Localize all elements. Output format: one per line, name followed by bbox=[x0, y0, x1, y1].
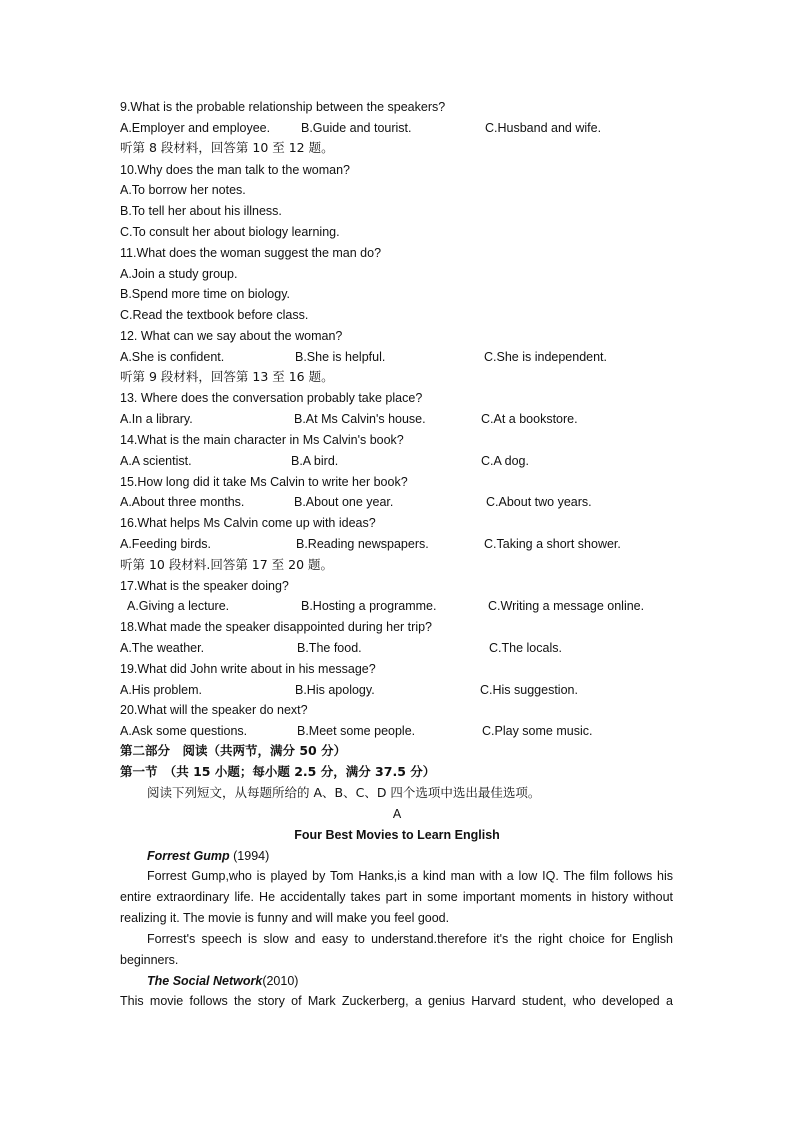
q12-option-a: A.She is confident. bbox=[120, 350, 225, 364]
movie-2-year: (2010) bbox=[262, 974, 299, 988]
passage-title: Four Best Movies to Learn English bbox=[294, 828, 500, 842]
q18-option-a: A.The weather. bbox=[120, 641, 205, 655]
q13-option-b: B.At Ms Calvin's house. bbox=[294, 412, 426, 426]
q16-option-b: B.Reading newspapers. bbox=[296, 537, 429, 551]
q9-option-b: B.Guide and tourist. bbox=[301, 121, 412, 135]
question-13: 13. Where does the conversation probably take place? bbox=[120, 391, 423, 405]
q11-option-b: B.Spend more time on biology. bbox=[120, 287, 291, 301]
q14-option-c: C.A dog. bbox=[481, 454, 529, 468]
q10-option-c: C.To consult her about biology learning. bbox=[120, 225, 340, 239]
passage-letter: A bbox=[392, 807, 402, 821]
q13-option-c: C.At a bookstore. bbox=[481, 412, 578, 426]
movie-1-heading bbox=[147, 848, 269, 864]
q12-option-b: B.She is helpful. bbox=[295, 350, 386, 364]
instruction-section-8: 听第 8 段材料，回答第 10 至 12 题。 bbox=[120, 140, 334, 155]
q15-option-a: A.About three months. bbox=[120, 495, 245, 509]
question-10: 10.Why does the man talk to the woman? bbox=[120, 163, 350, 177]
instruction-section-9: 听第 9 段材料，回答第 13 至 16 题。 bbox=[120, 369, 334, 384]
q17-option-c: C.Writing a message online. bbox=[488, 599, 645, 613]
q12-option-c: C.She is independent. bbox=[484, 350, 608, 364]
q14-option-b: B.A bird. bbox=[291, 454, 339, 468]
q20-option-a: A.Ask some questions. bbox=[120, 724, 248, 738]
q11-option-c: C.Read the textbook before class. bbox=[120, 308, 309, 322]
movie-2-heading bbox=[147, 973, 298, 989]
q9-option-c: C.Husband and wife. bbox=[485, 121, 602, 135]
instruction-section-10: 听第 10 段材料.回答第 17 至 20 题。 bbox=[120, 557, 334, 572]
question-15: 15.How long did it take Ms Calvin to write her book? bbox=[120, 475, 408, 489]
q11-option-a: A.Join a study group. bbox=[120, 267, 238, 281]
q16-option-a: A.Feeding birds. bbox=[120, 537, 212, 551]
q15-option-c: C.About two years. bbox=[486, 495, 592, 509]
q13-option-a: A.In a library. bbox=[120, 412, 193, 426]
question-16: 16.What helps Ms Calvin come up with ideas? bbox=[120, 516, 376, 530]
question-20: 20.What will the speaker do next? bbox=[120, 703, 308, 717]
movie-1-title: Forrest Gump bbox=[147, 849, 230, 863]
section-1-heading: 第一节 （共 15 小题；每小题 2.5 分，满分 37.5 分） bbox=[120, 764, 436, 779]
q18-option-c: C.The locals. bbox=[489, 641, 562, 655]
movie-1-year: (1994) bbox=[229, 849, 270, 863]
movie-2-title: The Social Network bbox=[147, 974, 263, 988]
part-2-heading: 第二部分 阅读（共两节，满分 50 分） bbox=[120, 743, 347, 758]
q17-option-b: B.Hosting a programme. bbox=[301, 599, 437, 613]
movie-2-paragraph-1: This movie follows the story of Mark Zuckerberg, a genius Harvard student, who developed a bbox=[120, 994, 673, 1008]
q20-option-c: C.Play some music. bbox=[482, 724, 593, 738]
q14-option-a: A.A scientist. bbox=[120, 454, 192, 468]
q17-option-a: A.Giving a lecture. bbox=[127, 599, 230, 613]
question-17: 17.What is the speaker doing? bbox=[120, 579, 289, 593]
q15-option-b: B.About one year. bbox=[294, 495, 394, 509]
question-18: 18.What made the speaker disappointed during her trip? bbox=[120, 620, 432, 634]
question-12: 12. What can we say about the woman? bbox=[120, 329, 343, 343]
q19-option-c: C.His suggestion. bbox=[480, 683, 578, 697]
movie-1-paragraph-2: Forrest's speech is slow and easy to understand.therefore it's the right choice for English beginners. bbox=[120, 932, 673, 967]
q20-option-b: B.Meet some people. bbox=[297, 724, 416, 738]
q19-option-a: A.His problem. bbox=[120, 683, 202, 697]
q18-option-b: B.The food. bbox=[297, 641, 362, 655]
question-11: 11.What does the woman suggest the man do? bbox=[120, 246, 382, 260]
reading-instruction: 阅读下列短文，从每题所给的 A、B、C、D 四个选项中选出最佳选项。 bbox=[147, 785, 541, 800]
movie-1-paragraph-1: Forrest Gump,who is played by Tom Hanks,is a kind man with a low IQ. The film follows his entire extraordinary life. He accidentally takes part in some important moments in history without realizing it. The movie is funny and will make you feel good. bbox=[120, 869, 673, 925]
q19-option-b: B.His apology. bbox=[295, 683, 375, 697]
q16-option-c: C.Taking a short shower. bbox=[484, 537, 621, 551]
q9-option-a: A.Employer and employee. bbox=[120, 121, 271, 135]
q10-option-a: A.To borrow her notes. bbox=[120, 183, 246, 197]
question-14: 14.What is the main character in Ms Calvin's book? bbox=[120, 433, 404, 447]
question-9: 9.What is the probable relationship between the speakers? bbox=[120, 100, 446, 114]
question-19: 19.What did John write about in his message? bbox=[120, 662, 376, 676]
q10-option-b: B.To tell her about his illness. bbox=[120, 204, 282, 218]
